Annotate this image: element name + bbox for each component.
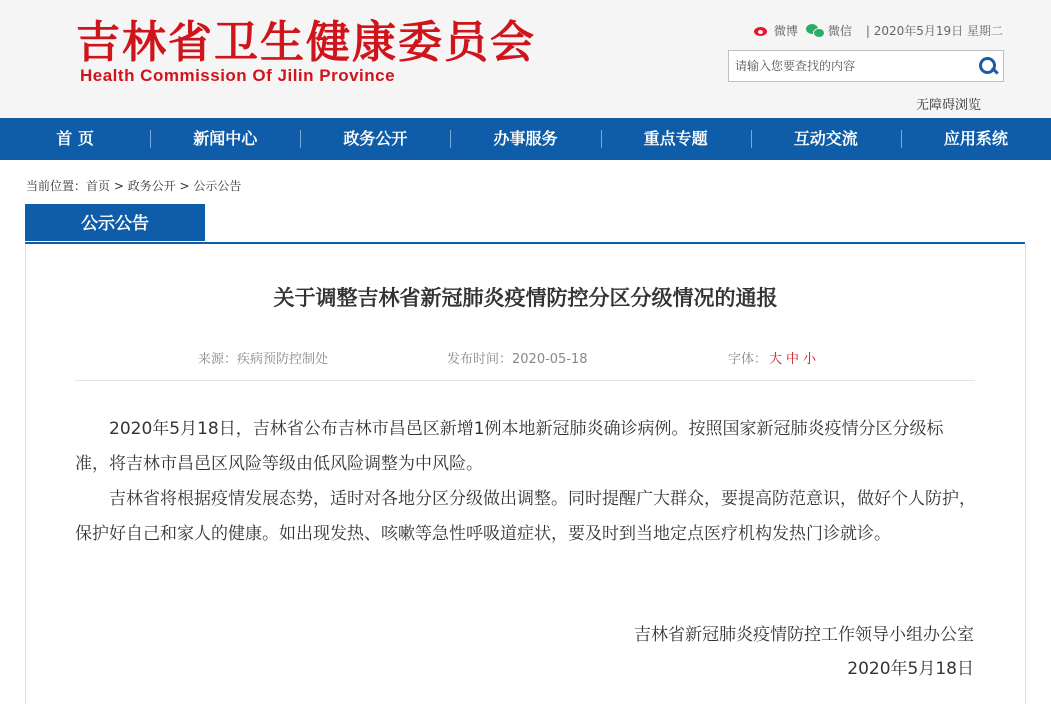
site-logo-en: Health Commission Of Jilin Province	[80, 66, 396, 85]
source-value: 疾病预防控制处	[237, 352, 329, 367]
signature-org: 吉林省新冠肺炎疫情防控工作领导小组办公室	[634, 625, 974, 645]
wechat-share[interactable]	[806, 22, 852, 39]
article-body	[75, 412, 977, 552]
wechat-icon	[806, 24, 824, 38]
font-size-small-button[interactable]: 小	[803, 352, 817, 367]
accessible-browse-link[interactable]: 无障碍浏览	[915, 98, 981, 113]
breadcrumb-prefix: 当前位置：	[26, 179, 87, 193]
nav-item-home[interactable]: 首 页	[56, 129, 94, 148]
search-icon[interactable]	[977, 55, 999, 77]
nav-item-services[interactable]: 办事服务	[450, 118, 600, 160]
font-size-label: 字体：	[728, 352, 768, 367]
nav-item-topics[interactable]: 重点专题	[601, 118, 751, 160]
current-date: | 2020年5月19日 星期二	[865, 24, 1003, 38]
top-utility-bar	[754, 22, 1003, 39]
search-box	[728, 50, 1004, 82]
font-size-medium-button[interactable]: 中	[786, 352, 800, 367]
publish-value: 2020-05-18	[512, 352, 588, 367]
article-paragraph: 吉林省将根据疫情发展态势，适时对各地分区分级做出调整。同时提醒广大群众，要提高防范意识，做好个人防护，保护好自己和家人的健康。如出现发热、咳嗽等急性呼吸道症状，要及时到当地定点医疗机构发热门诊就诊。	[75, 489, 976, 544]
weibo-icon	[754, 25, 770, 37]
wechat-label: 微信	[827, 24, 852, 38]
breadcrumb-item-notices[interactable]: 公示公告	[193, 179, 242, 193]
breadcrumb	[26, 177, 241, 194]
main-nav	[0, 118, 1051, 160]
breadcrumb-separator: >	[175, 179, 194, 193]
article-title: 关于调整吉林省新冠肺炎疫情防控分区分级情况的通报	[273, 286, 778, 310]
section-tab-notices[interactable]: 公示公告	[25, 204, 205, 241]
nav-item-gov-affairs[interactable]: 政务公开	[300, 118, 450, 160]
font-size-large-button[interactable]: 大	[769, 352, 783, 367]
article-source	[198, 348, 328, 367]
site-logo-cn[interactable]: 吉林省卫生健康委员会	[76, 17, 536, 68]
nav-item-news[interactable]: 新闻中心	[150, 118, 300, 160]
nav-item-interaction[interactable]: 互动交流	[751, 118, 901, 160]
nav-item-apps[interactable]: 应用系统	[901, 118, 1051, 160]
article-publish-time	[447, 348, 588, 367]
breadcrumb-item-gov-affairs[interactable]: 政务公开	[127, 179, 176, 193]
search-input[interactable]	[729, 51, 971, 81]
article-paragraph: 2020年5月18日，吉林省公布吉林市昌邑区新增1例本地新冠肺炎确诊病例。按照国家新冠肺炎疫情分区分级标准，将吉林市昌邑区风险等级由低风险调整为中风险。	[75, 419, 944, 474]
publish-label: 发布时间：	[447, 352, 513, 367]
signature-date: 2020年5月18日	[847, 659, 974, 679]
breadcrumb-separator: >	[110, 179, 128, 193]
meta-divider	[75, 380, 975, 381]
breadcrumb-item-home[interactable]: 首页	[86, 179, 111, 193]
source-label: 来源：	[198, 352, 238, 367]
site-header	[0, 0, 1051, 118]
weibo-label: 微博	[773, 24, 798, 38]
weibo-share[interactable]	[754, 22, 798, 39]
font-size-switcher	[728, 348, 818, 367]
